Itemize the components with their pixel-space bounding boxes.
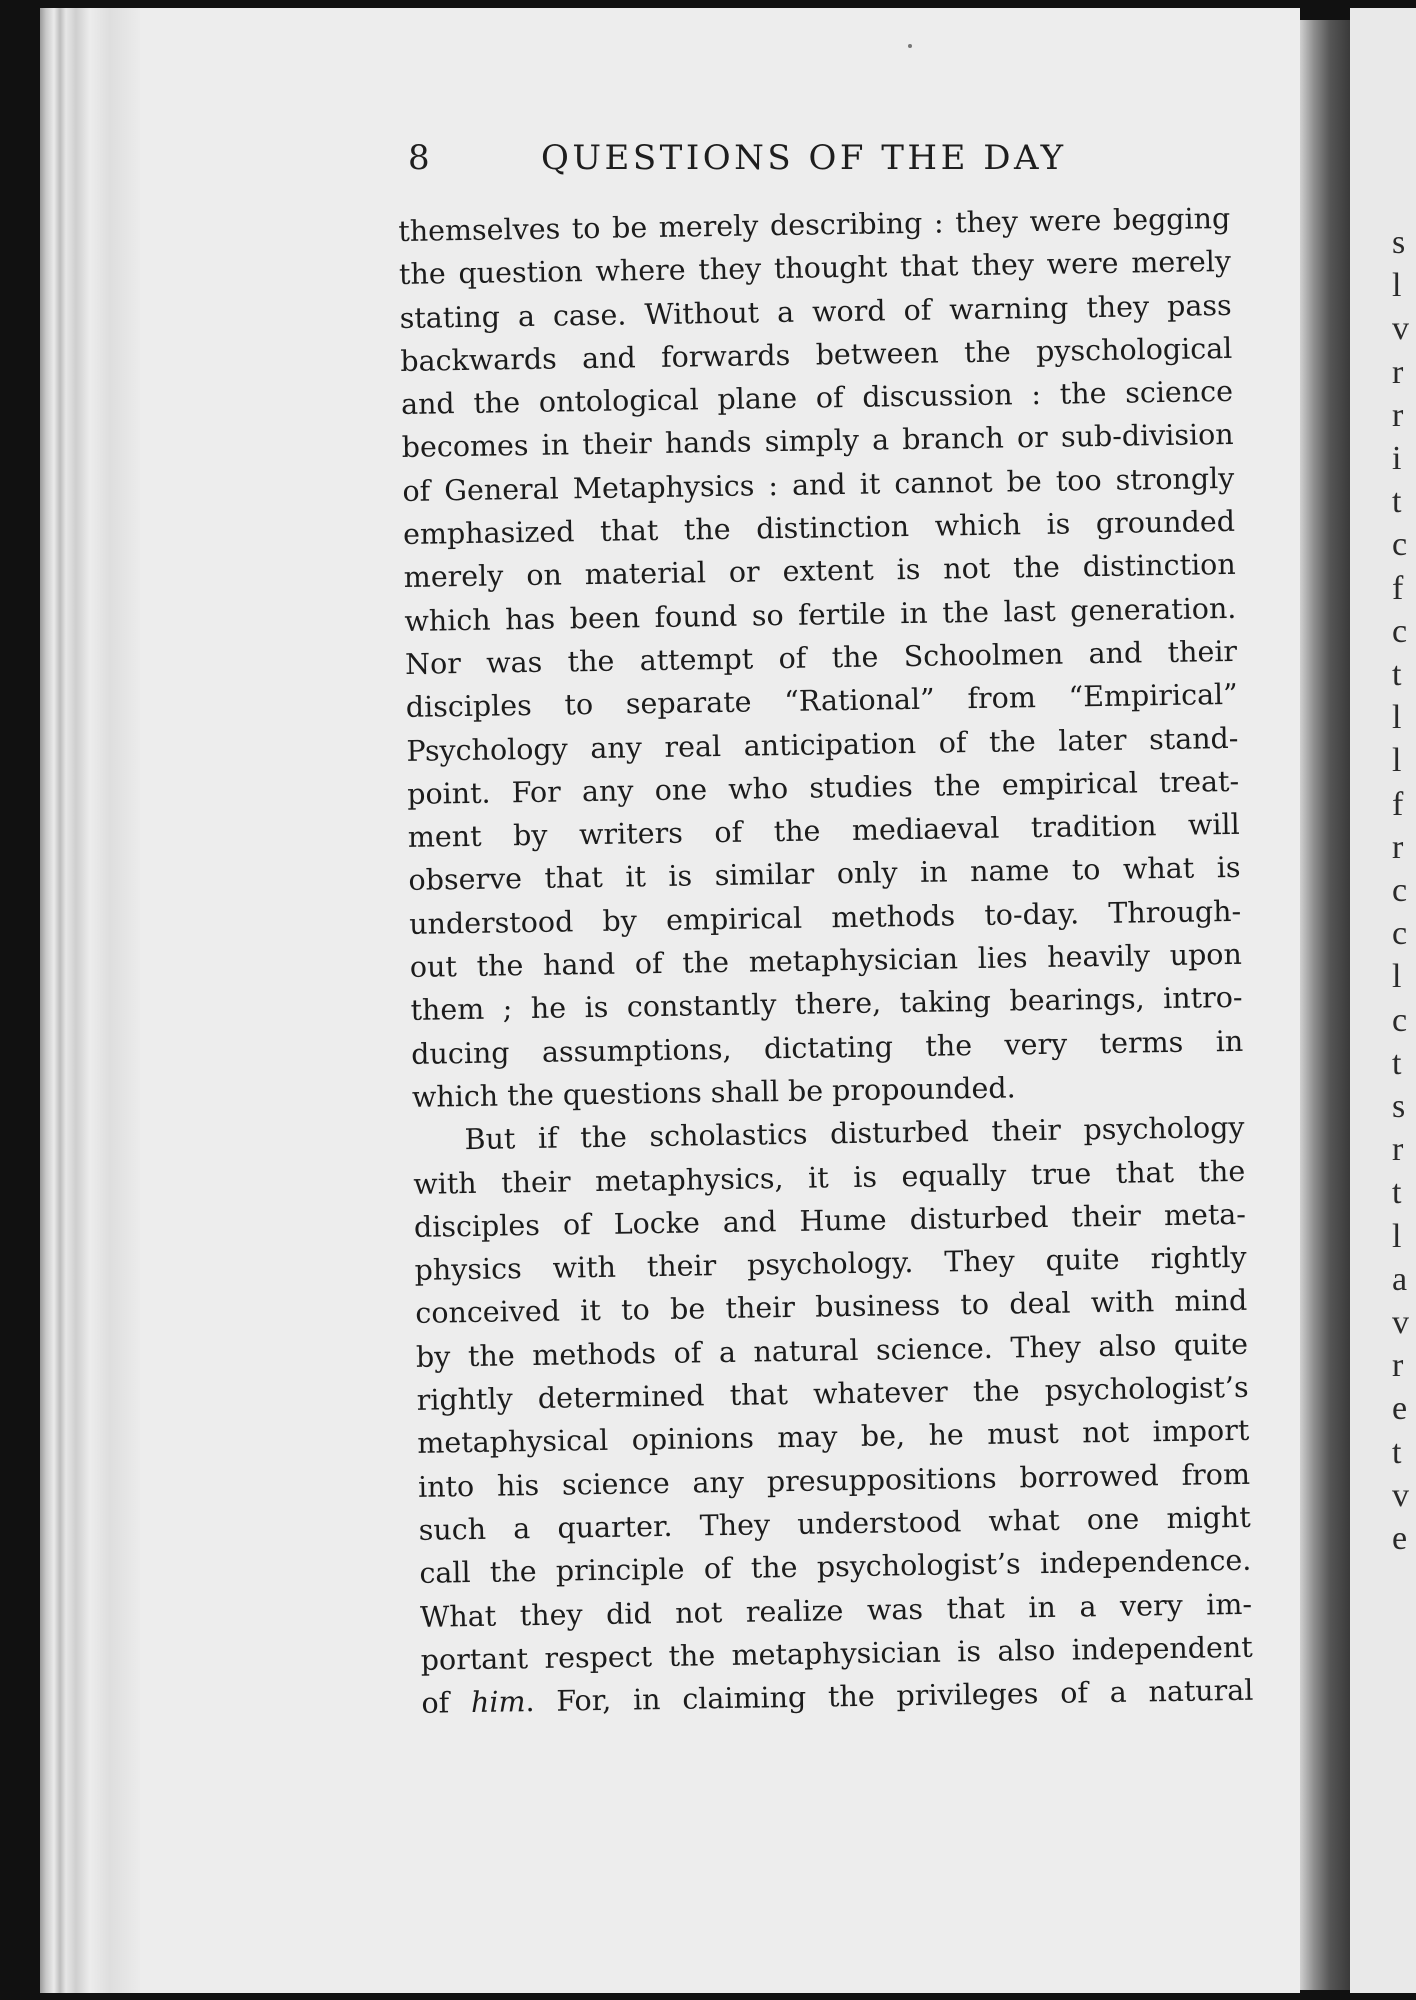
facing-page-letter: l bbox=[1392, 742, 1402, 780]
facing-page-letter: a bbox=[1392, 1260, 1408, 1298]
facing-page-letter: e bbox=[1392, 1390, 1408, 1428]
facing-page-letter: v bbox=[1392, 1304, 1409, 1341]
facing-page-letter: v bbox=[1392, 1476, 1409, 1514]
page-number: 8 bbox=[408, 138, 431, 178]
text-line: Psychology any real anticipation of the later stand- bbox=[406, 721, 1239, 768]
facing-page-letter: c bbox=[1392, 915, 1408, 953]
text-line: rightly determined that whatever the psychologist’s bbox=[416, 1370, 1249, 1417]
facing-page-letter: r bbox=[1392, 1347, 1404, 1385]
facing-page-letter: t bbox=[1392, 656, 1402, 693]
text-line: such a quarter. They understood what one might bbox=[418, 1500, 1251, 1547]
facing-page-letter: v bbox=[1392, 310, 1409, 348]
facing-page-letter: f bbox=[1392, 785, 1404, 823]
facing-page-letter: s bbox=[1392, 1088, 1406, 1125]
text-line: into his science any presuppositions borrowed from bbox=[417, 1457, 1251, 1504]
text-line: disciples of Locke and Hume disturbed their meta- bbox=[413, 1197, 1247, 1244]
text-line: disciples to separate “Rational” from “Empirical” bbox=[405, 678, 1238, 725]
text-line: becomes in their hands simply a branch or sub-division bbox=[401, 418, 1234, 465]
facing-page-letter: t bbox=[1392, 1044, 1402, 1082]
text-line: Nor was the attempt of the Schoolmen and their bbox=[404, 634, 1238, 681]
text-line: physics with their psychology. They quite rightly bbox=[414, 1240, 1247, 1287]
text-line: ment by writers of the mediaeval tradition will bbox=[407, 808, 1241, 855]
facing-page-letter: r bbox=[1392, 828, 1404, 866]
text-line: backwards and forwards between the pyschological bbox=[400, 331, 1233, 378]
running-title: QUESTIONS OF THE DAY bbox=[541, 138, 1067, 178]
text-line: them ; he is constantly there, taking bearings, intro- bbox=[410, 981, 1243, 1028]
facing-page-letter: l bbox=[1392, 958, 1402, 996]
text-line: merely on material or extent is not the distinction bbox=[403, 548, 1236, 595]
facing-page-letter: t bbox=[1392, 483, 1402, 521]
left-page-edges bbox=[40, 8, 150, 1993]
text-line: with their metaphysics, it is equally true that the bbox=[413, 1154, 1246, 1201]
text-line: ducing assumptions, dictating the very terms in bbox=[411, 1024, 1244, 1071]
body-text bbox=[398, 197, 1254, 1725]
facing-page-letter: l bbox=[1392, 1217, 1402, 1255]
running-header bbox=[408, 138, 1108, 188]
facing-page-letter: l bbox=[1392, 267, 1402, 305]
facing-page-letter: t bbox=[1392, 1174, 1402, 1212]
text-line: understood by empirical methods to-day. Through- bbox=[408, 894, 1242, 941]
text-line: by the methods of a natural science. They also quite bbox=[415, 1327, 1249, 1374]
facing-page-letter: c bbox=[1392, 872, 1408, 909]
facing-page-letter: l bbox=[1392, 699, 1402, 737]
text-run: of bbox=[421, 1686, 472, 1720]
text-line: point. For any one who studies the empirical treat- bbox=[406, 764, 1240, 811]
text-line: the question where they thought that they were merely bbox=[398, 245, 1232, 292]
text-line: What they did not realize was that in a very im- bbox=[419, 1587, 1253, 1634]
text-line: emphasized that the distinction which is grounded bbox=[402, 504, 1236, 552]
facing-page-letter: c bbox=[1392, 526, 1408, 564]
facing-page-letter: i bbox=[1392, 440, 1402, 477]
facing-page-letter: r bbox=[1392, 1131, 1404, 1169]
text-line: stating a case. Without a word of warning they pass bbox=[399, 288, 1232, 335]
facing-page-letter: r bbox=[1392, 353, 1404, 391]
text-line: which has been found so fertile in the last generation. bbox=[404, 591, 1237, 638]
facing-page-letter: c bbox=[1392, 612, 1408, 650]
italic-word: him bbox=[470, 1685, 526, 1720]
facing-page-letter: s bbox=[1392, 224, 1406, 261]
paper-speck bbox=[908, 44, 912, 48]
text-line: conceived it to be their business to deal with mind bbox=[415, 1284, 1248, 1331]
facing-page-letter: t bbox=[1392, 1433, 1402, 1471]
text-line: of General Metaphysics : and it cannot be too strongly bbox=[402, 461, 1235, 508]
facing-page-edge bbox=[1350, 8, 1416, 1993]
text-line: and the ontological plane of discussion : the science bbox=[400, 375, 1234, 422]
text-line: But if the scholastics disturbed their psychology bbox=[464, 1111, 1245, 1157]
facing-page-letter: c bbox=[1392, 1001, 1408, 1039]
facing-page-letter: r bbox=[1392, 396, 1404, 434]
text-line: themselves to be merely describing : they were begging bbox=[398, 201, 1231, 248]
facing-page-letter: f bbox=[1392, 569, 1404, 607]
text-line: which the questions shall be propounded. bbox=[411, 1071, 1016, 1114]
text-line: metaphysical opinions may be, he must not import bbox=[417, 1414, 1250, 1461]
facing-page-letter: e bbox=[1392, 1520, 1408, 1557]
text-line: out the hand of the metaphysician lies heavily upon bbox=[409, 937, 1243, 984]
text-run: . For, in claiming the privileges of a natural bbox=[525, 1673, 1254, 1719]
text-line: call the principle of the psychologist’s independence. bbox=[419, 1543, 1252, 1591]
text-line: portant respect the metaphysician is also independent bbox=[420, 1630, 1253, 1677]
binding-gutter bbox=[1300, 20, 1350, 1990]
text-line: observe that it is similar only in name to what is bbox=[408, 851, 1241, 898]
